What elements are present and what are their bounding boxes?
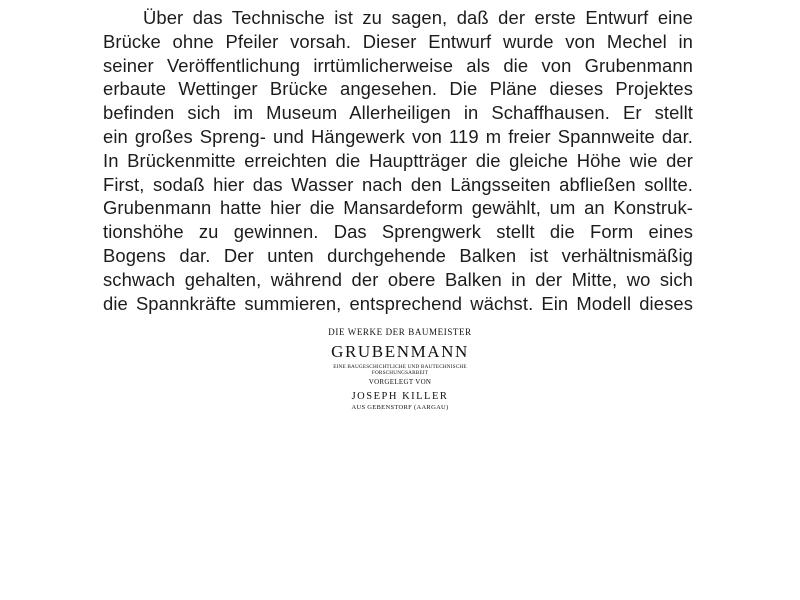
- paragraph-line: schwach gehalten, während der obere Balken in der Mitte, wo sich: [103, 268, 693, 290]
- paragraph-line: die Spannkräfte summieren, entsprechend wächst. Ein Modell dieses: [103, 292, 693, 314]
- paragraph-line: Brücke ohne Pfeiler vorsah. Dieser Entwurf wurde von Mechel in: [103, 30, 693, 52]
- paragraph-line: tionshöhe zu gewinnen. Das Sprengwerk stellt die Form eines: [103, 221, 693, 243]
- paragraph-line: ein großes Spreng- und Hängewerk von 119 m freier Spannweite dar.: [103, 125, 693, 147]
- author-origin: AUS GEBENSTORF (AARGAU): [351, 404, 449, 411]
- book-title: GRUBENMANN: [331, 342, 469, 361]
- body-paragraph: [103, 6, 693, 315]
- paragraph-line: befinden sich im Museum Allerheiligen in Schaffhausen. Er stellt: [103, 102, 693, 124]
- subtitle-line: EINE BAUGESCHICHTLICHE UND BAUTECHNISCHE: [333, 364, 467, 370]
- series-heading: DIE WERKE DER BAUMEISTER: [328, 327, 472, 337]
- paragraph-line: Grubenmann hatte hier die Mansardeform gewählt, um an Konstruk-: [103, 197, 693, 219]
- paragraph-line: seiner Veröffentlichung irrtümlicherweise als die von Grubenmann: [103, 54, 693, 76]
- paragraph-line: Bogens dar. Der unten durchgehende Balken ist verhältnismäßig: [103, 244, 693, 266]
- paragraph-line: First, sodaß hier das Wasser nach den Längsseiten abfließen sollte.: [103, 173, 693, 195]
- book-subtitle: [250, 364, 550, 376]
- author-name: JOSEPH KILLER: [351, 391, 449, 402]
- presented-by-label: VORGELEGT VON: [368, 378, 432, 386]
- subtitle-line: FORSCHUNGSARBEIT: [371, 370, 429, 376]
- paragraph-line: Über das Technische ist zu sagen, daß der erste Entwurf eine: [143, 7, 693, 28]
- paragraph-line: erbaute Wettinger Brücke angesehen. Die Pläne dieses Projektes: [103, 78, 693, 100]
- paragraph-line: In Brückenmitte erreichten die Hauptträger die gleiche Höhe wie der: [103, 149, 693, 171]
- title-page-block: [250, 327, 550, 412]
